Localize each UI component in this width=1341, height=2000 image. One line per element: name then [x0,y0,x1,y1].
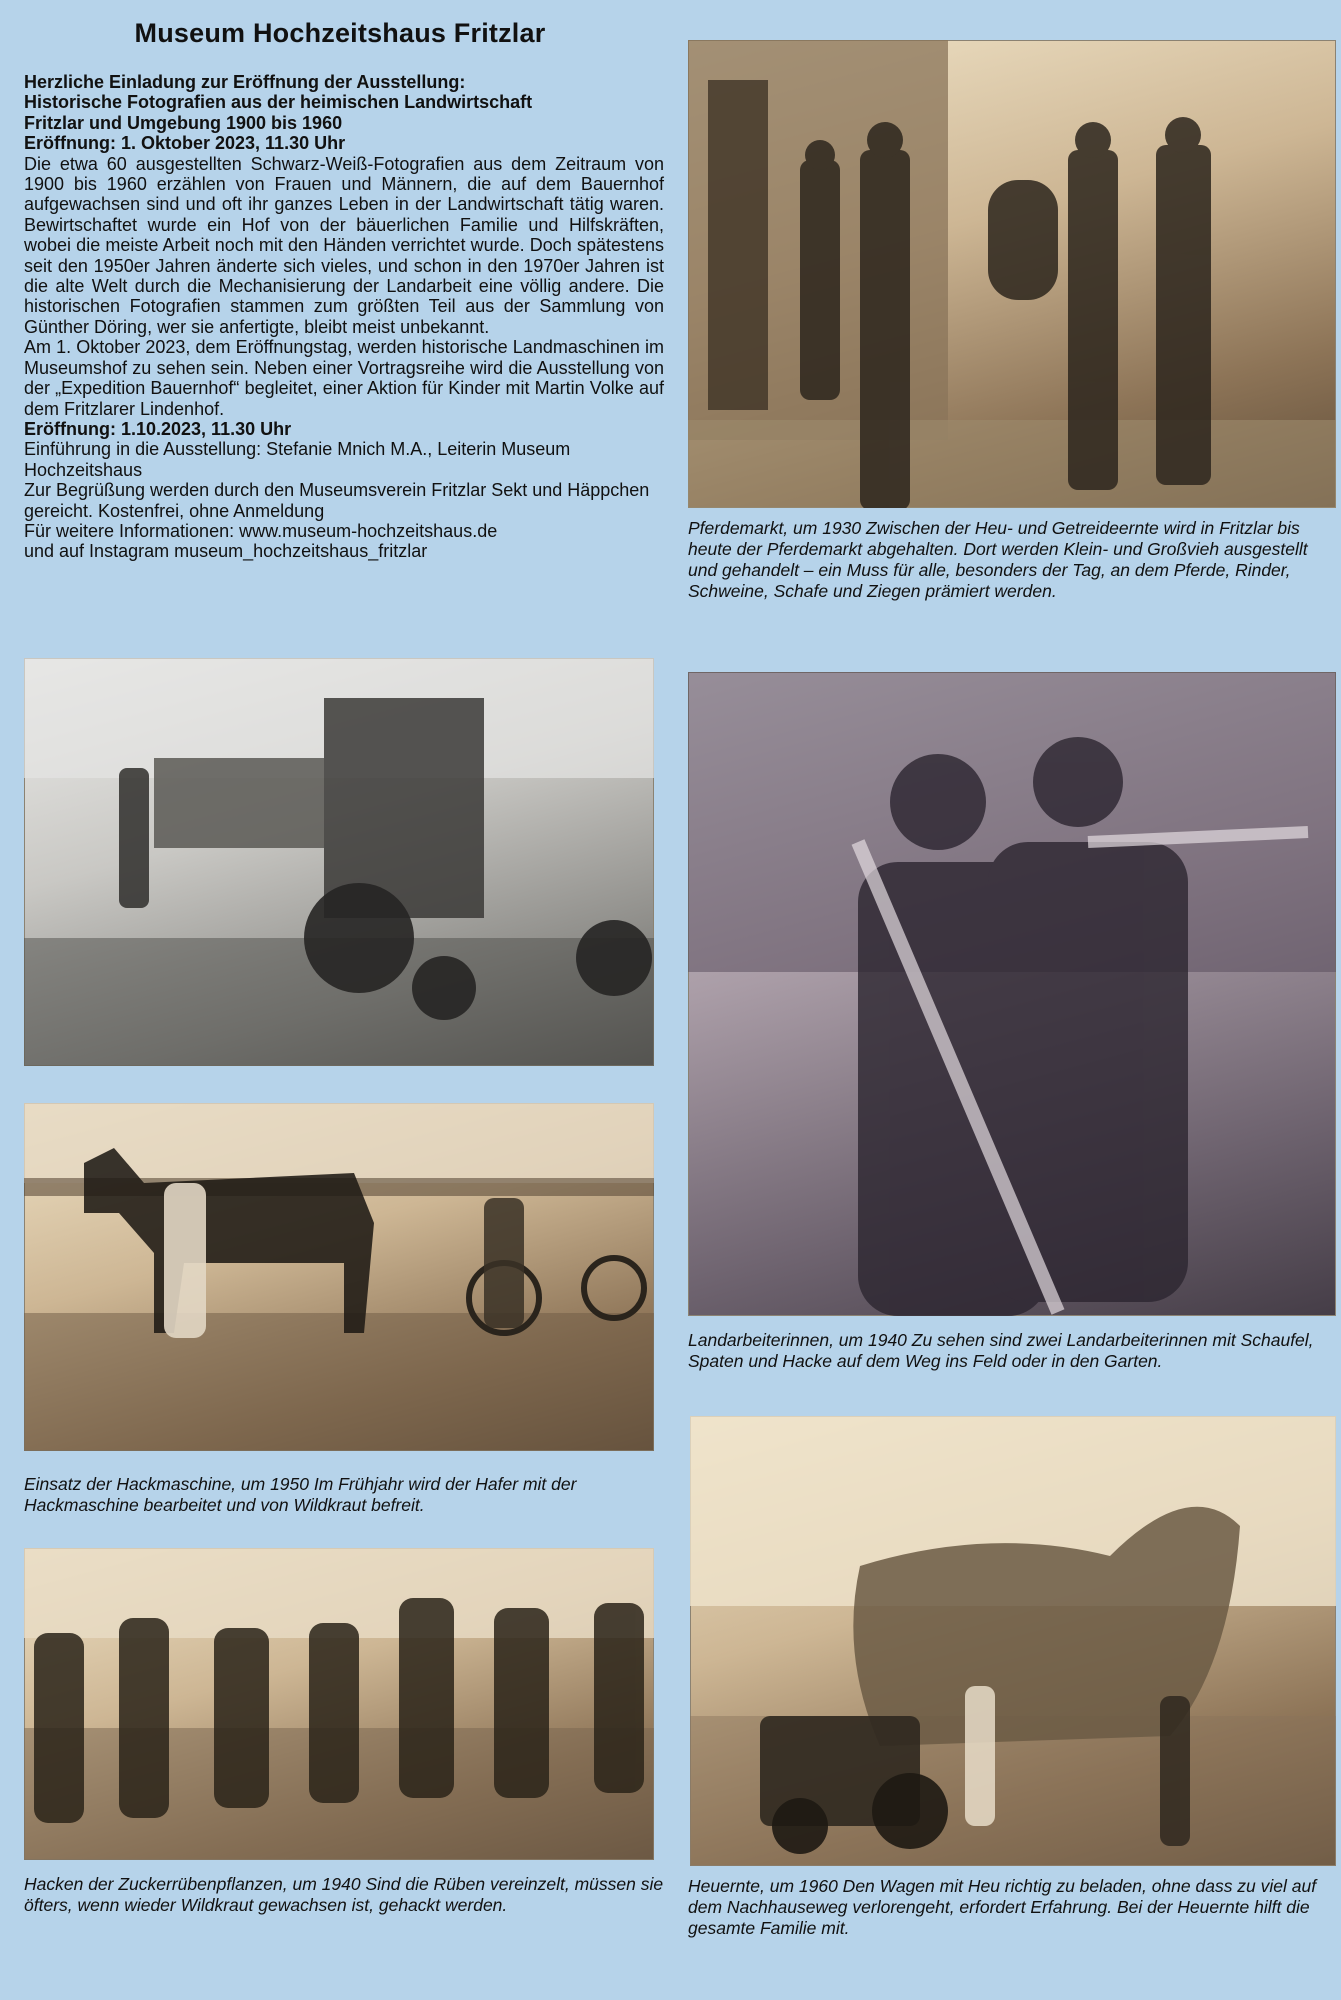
photo-landarbeiterinnen [688,672,1336,1316]
caption-pferdemarkt: Pferdemarkt, um 1930 Zwischen der Heu- und Getreideernte wird in Fritzlar bis heute der Pferdemarkt abgehalten. Dort werden Klein- und Großvieh ausgestellt und gehandelt – ein Muss für alle, besonders der Tag, an dem Pferde, Rinder, Schweine, Schafe und Ziegen prämiert werden. [688,518,1308,601]
intro-body-4: Zur Begrüßung werden durch den Museumsverein Fritzlar Sekt und Häppchen gereicht. Kostenfrei, ohne Anmeldung [24,480,650,521]
intro-heading-5: Eröffnung: 1.10.2023, 11.30 Uhr [24,418,292,439]
intro-heading-3: Fritzlar und Umgebung 1900 bis 1960 [24,112,343,133]
photo-traktor-rueben [24,658,654,1066]
intro-body-6: und auf Instagram museum_hochzeitshaus_fritzlar [24,541,428,562]
intro-text [24,72,664,562]
caption-heuernte: Heuernte, um 1960 Den Wagen mit Heu richtig zu beladen, ohne dass zu viel auf dem Nachhauseweg verlorengeht, erfordert Erfahrung. Bei der Heuernte hilft die gesamte Familie mit. [688,1876,1317,1938]
intro-body-2: Am 1. Oktober 2023, dem Eröffnungstag, werden historische Landmaschinen im Museumshof zu sehen sein. Neben einer Vortragsreihe wird die Ausstellung von der „Expedition Bauernhof“ begleitet, einer Aktion für Kinder mit Martin Volke auf dem Fritzlarer Lindenhof. [24,337,664,419]
photo-zuckerrueben [24,1548,654,1860]
intro-body-1: Die etwa 60 ausgestellten Schwarz-Weiß-Fotografien aus dem Zeitraum von 1900 bis 1960 erzählen von Frauen und Männern, die auf dem Bauernhof aufgewachsen sind und oft ihr ganzes Leben in der Landwirtschaft tätig waren. Bewirtschaftet wurde ein Hof von der bäuerlichen Familie und Hilfskräften, wobei die meiste Arbeit noch mit den Händen verrichtet wurde. Doch spätestens seit den 1950er Jahren änderte sich vieles, und schon in den 1970er Jahren ist die alte Welt durch die Mechanisierung der Landarbeit eine völlig andere. Die historischen Fotografien stammen zum größten Teil aus der Sammlung von Günther Döring, wer sie anfertigte, bleibt meist unbekannt. [24,153,664,337]
caption-hackmaschine: Einsatz der Hackmaschine, um 1950 Im Frühjahr wird der Hafer mit der Hackmaschine bearbeitet und von Wildkraut befreit. [24,1474,577,1515]
photo-hackmaschine [24,1103,654,1451]
intro-heading-4: Eröffnung: 1. Oktober 2023, 11.30 Uhr [24,133,346,154]
caption-landarbeiterinnen: Landarbeiterinnen, um 1940 Zu sehen sind zwei Landarbeiterinnen mit Schaufel, Spaten und Hacke auf dem Weg ins Feld oder in den Garten. [688,1330,1314,1371]
caption-zuckerrueben: Hacken der Zuckerrübenpflanzen, um 1940 Sind die Rüben vereinzelt, müssen sie öfters, wenn wieder Wildkraut gewachsen ist, gehackt werden. [24,1874,664,1915]
page-title: Museum Hochzeitshaus Fritzlar [134,18,546,48]
intro-body-3: Einführung in die Ausstellung: Stefanie Mnich M.A., Leiterin Museum Hochzeitshaus [24,439,571,480]
intro-body-5: Für weitere Informationen: www.museum-hochzeitshaus.de [24,520,498,541]
intro-heading-2: Historische Fotografien aus der heimischen Landwirtschaft [24,92,533,113]
intro-heading-1: Herzliche Einladung zur Eröffnung der Ausstellung: [24,72,466,92]
photo-heuernte [690,1416,1336,1866]
photo-pferdemarkt [688,40,1336,508]
